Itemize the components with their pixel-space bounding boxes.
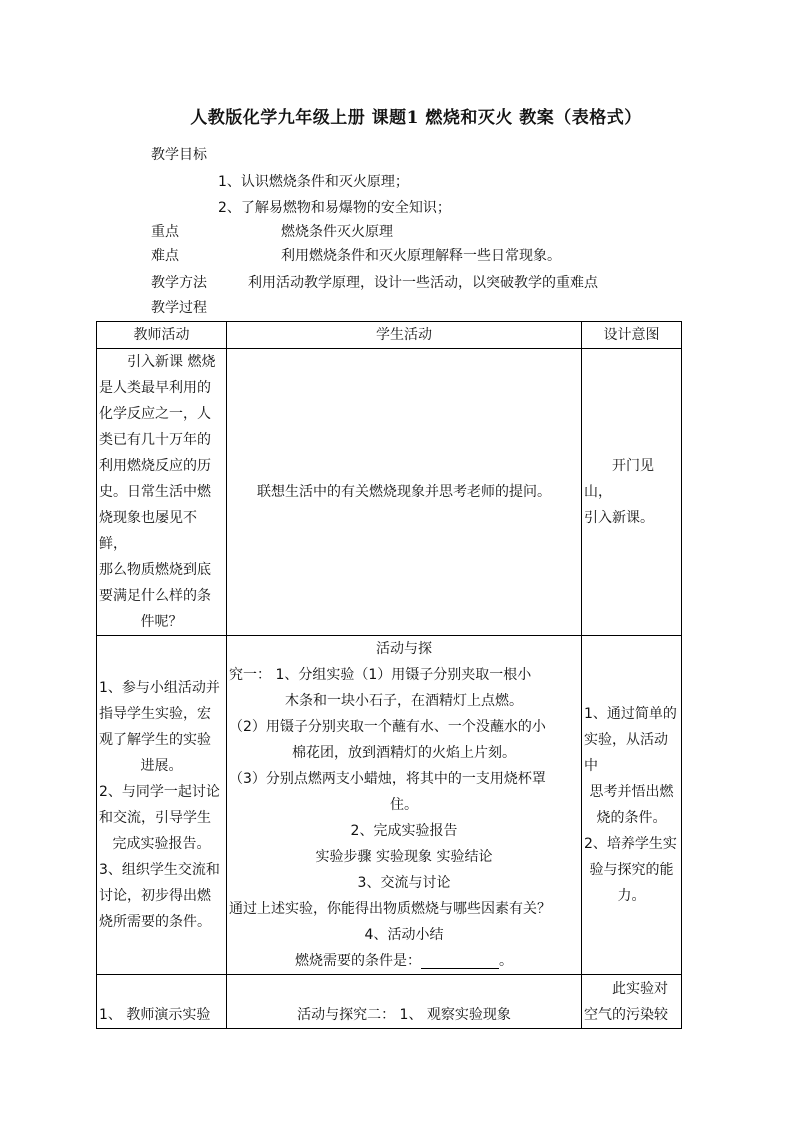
text-line: 指导学生实验，宏 [99, 706, 211, 722]
text-line: 1、参与小组活动并 [99, 680, 220, 696]
text-line: 要满足什么样的条 [99, 588, 211, 604]
text-line: 3、组织学生交流和 [99, 862, 220, 878]
text-line: 2、完成实验报告 [350, 823, 458, 839]
row2-teacher-cell [97, 636, 227, 975]
text-line: 联想生活中的有关燃烧现象并思考老师的提问。 [257, 484, 551, 500]
text-line: 此实验对 [612, 980, 668, 997]
text-line: 究一： 1、分组实验（1）用镊子分别夹取一根小 [229, 667, 532, 683]
text-line: 利用燃烧反应的历 [99, 458, 211, 474]
text-line: 和交流，引导学生 [99, 810, 211, 826]
text-line: 烧的条件。 [596, 810, 667, 826]
row2-intent-cell [582, 636, 682, 975]
text-line: 通过上述实验，你能得出物质燃烧与哪些因素有关？ [229, 901, 551, 917]
method-value: 利用活动教学原理，设计一些活动，以突破教学的重难点 [248, 275, 598, 291]
text-line: 实验，从活动中 [584, 732, 668, 774]
difficulty-label: 难点 [151, 248, 179, 264]
text-line: 进展。 [140, 758, 183, 774]
text-line: 完成实验报告。 [112, 836, 211, 852]
key-point-value: 燃烧条件灭火原理 [281, 224, 393, 240]
text-line: 2、与同学一起讨论 [99, 784, 220, 800]
text-line: 4、活动小结 [364, 927, 444, 943]
difficulty-value: 利用燃烧条件和灭火原理解释一些日常现象。 [281, 248, 561, 264]
text-line: 引入新课。 [584, 510, 654, 526]
document-title: 人教版化学九年级上册 课题1 燃烧和灭火 教案（表格式） [190, 108, 642, 128]
answer-blank [421, 954, 499, 969]
table-row [97, 975, 682, 1029]
header-design-intent: 设计意图 [582, 322, 682, 349]
lesson-plan-table [96, 321, 682, 1029]
text-line: 化学反应之一，人 [99, 406, 211, 422]
objectives-label: 教学目标 [151, 147, 207, 163]
process-label: 教学过程 [151, 300, 207, 316]
text-line: （2）用镊子分别夹取一个蘸有水、一个没蘸水的小 [229, 719, 546, 735]
text-line: 木条和一块小石子，在酒精灯上点燃。 [285, 693, 523, 709]
text-line: 力。 [617, 888, 646, 904]
text-line: 思考并悟出燃 [589, 784, 674, 800]
table-row [97, 636, 682, 975]
summary-prefix: 燃烧需要的条件是： [295, 953, 421, 969]
objective-item-1: 1、认识燃烧条件和灭火原理； [218, 174, 409, 190]
objective-item-2: 2、了解易燃物和易爆物的安全知识； [218, 200, 451, 216]
table-header-row [97, 322, 682, 349]
row3-intent-cell [582, 975, 682, 1029]
row1-student-cell [227, 349, 582, 636]
text-line: 烧所需要的条件。 [99, 914, 211, 930]
text-line: 件呢？ [140, 614, 183, 630]
row1-teacher-cell [97, 349, 227, 636]
header-teacher-activity: 教师活动 [97, 322, 227, 349]
text-line: 那么物质燃烧到底 [99, 562, 211, 578]
text-line: 1、 教师演示实验 [99, 1007, 211, 1023]
text-line: 类已有几十万年的 [99, 432, 211, 448]
text-line: 引入新课 燃烧 [127, 354, 216, 370]
text-line: 开门见山， [584, 458, 654, 500]
row1-intent-cell [582, 349, 682, 636]
text-line: 2、培养学生实 [584, 836, 677, 852]
text-line: 验与探究的能 [589, 862, 674, 878]
text-line: 烧现象也屡见不鲜， [99, 510, 197, 552]
summary-suffix: 。 [499, 953, 513, 969]
text-line: 讨论，初步得出燃 [99, 888, 211, 904]
summary-line [229, 948, 579, 974]
method-label: 教学方法 [151, 275, 207, 291]
text-line: 观了解学生的实验 [99, 732, 211, 748]
key-point-label: 重点 [151, 224, 179, 240]
table-row [97, 349, 682, 636]
row3-student-cell [227, 975, 582, 1029]
header-student-activity: 学生活动 [227, 322, 582, 349]
text-line: 棉花团，放到酒精灯的火焰上片刻。 [292, 745, 516, 761]
row3-teacher-cell [97, 975, 227, 1029]
text-line: 1、通过简单的 [584, 706, 677, 722]
text-line: 空气的污染较 [584, 1006, 668, 1023]
row2-student-cell [227, 636, 582, 975]
text-line: 住。 [390, 797, 418, 813]
text-line: 活动与探究二： 1、 观察实验现象 [297, 1007, 511, 1023]
text-line: 实验步骤 实验现象 实验结论 [315, 849, 493, 865]
text-line: 是人类最早利用的 [99, 380, 211, 396]
text-line: 史。日常生活中燃 [99, 484, 211, 500]
text-line: 3、交流与讨论 [357, 875, 451, 891]
text-line: 活动与探 [376, 641, 432, 657]
text-line: （3）分别点燃两支小蜡烛，将其中的一支用烧杯罩 [229, 771, 546, 787]
